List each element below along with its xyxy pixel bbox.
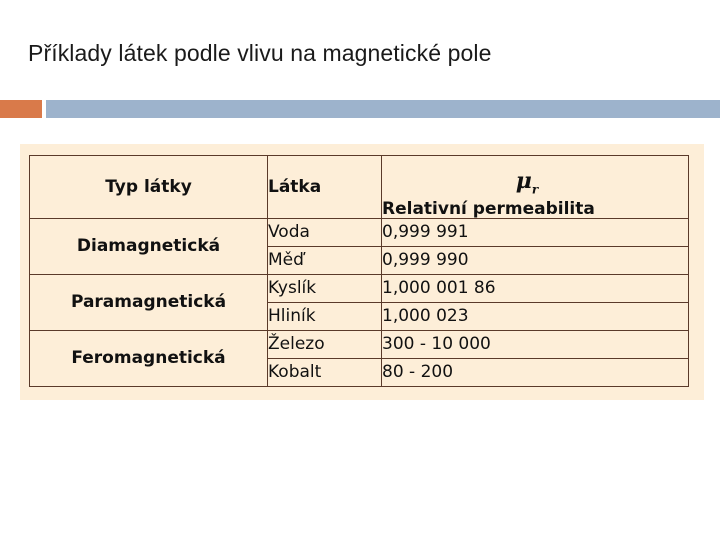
header-permeability-label: Relativní permeabilita: [382, 199, 595, 219]
permeability-cell: 0,999 990: [382, 247, 689, 275]
type-cell-paramagnetic: Paramagnetická: [30, 275, 268, 331]
permeability-cell: 300 - 10 000: [382, 331, 689, 359]
permeability-cell: 80 - 200: [382, 359, 689, 387]
permeability-cell: 0,999 991: [382, 219, 689, 247]
accent-bar-blue: [46, 100, 720, 118]
slide-title: Příklady látek podle vlivu na magnetické pole: [28, 40, 492, 66]
substance-cell: Kyslík: [268, 275, 382, 303]
header-type: Typ látky: [30, 156, 268, 219]
table-header-row: [30, 156, 689, 219]
substance-cell: Měď: [268, 247, 382, 275]
type-cell-ferromagnetic: Feromagnetická: [30, 331, 268, 387]
substance-cell: Hliník: [268, 303, 382, 331]
table-row: [30, 219, 689, 247]
mu-letter: μ: [515, 167, 532, 194]
header-permeability: [382, 156, 689, 219]
table-row: [30, 275, 689, 303]
mu-subscript: r: [531, 182, 539, 196]
substance-cell: Kobalt: [268, 359, 382, 387]
table-row: [30, 331, 689, 359]
header-substance: Látka: [268, 156, 382, 219]
substance-cell: Železo: [268, 331, 382, 359]
substance-cell: Voda: [268, 219, 382, 247]
permeability-cell: 1,000 023: [382, 303, 689, 331]
mu-r-symbol: [382, 167, 688, 196]
type-cell-diamagnetic: Diamagnetická: [30, 219, 268, 275]
accent-bar-orange: [0, 100, 42, 118]
permeability-table: [29, 155, 689, 387]
permeability-cell: 1,000 001 86: [382, 275, 689, 303]
table-frame: [20, 144, 704, 400]
